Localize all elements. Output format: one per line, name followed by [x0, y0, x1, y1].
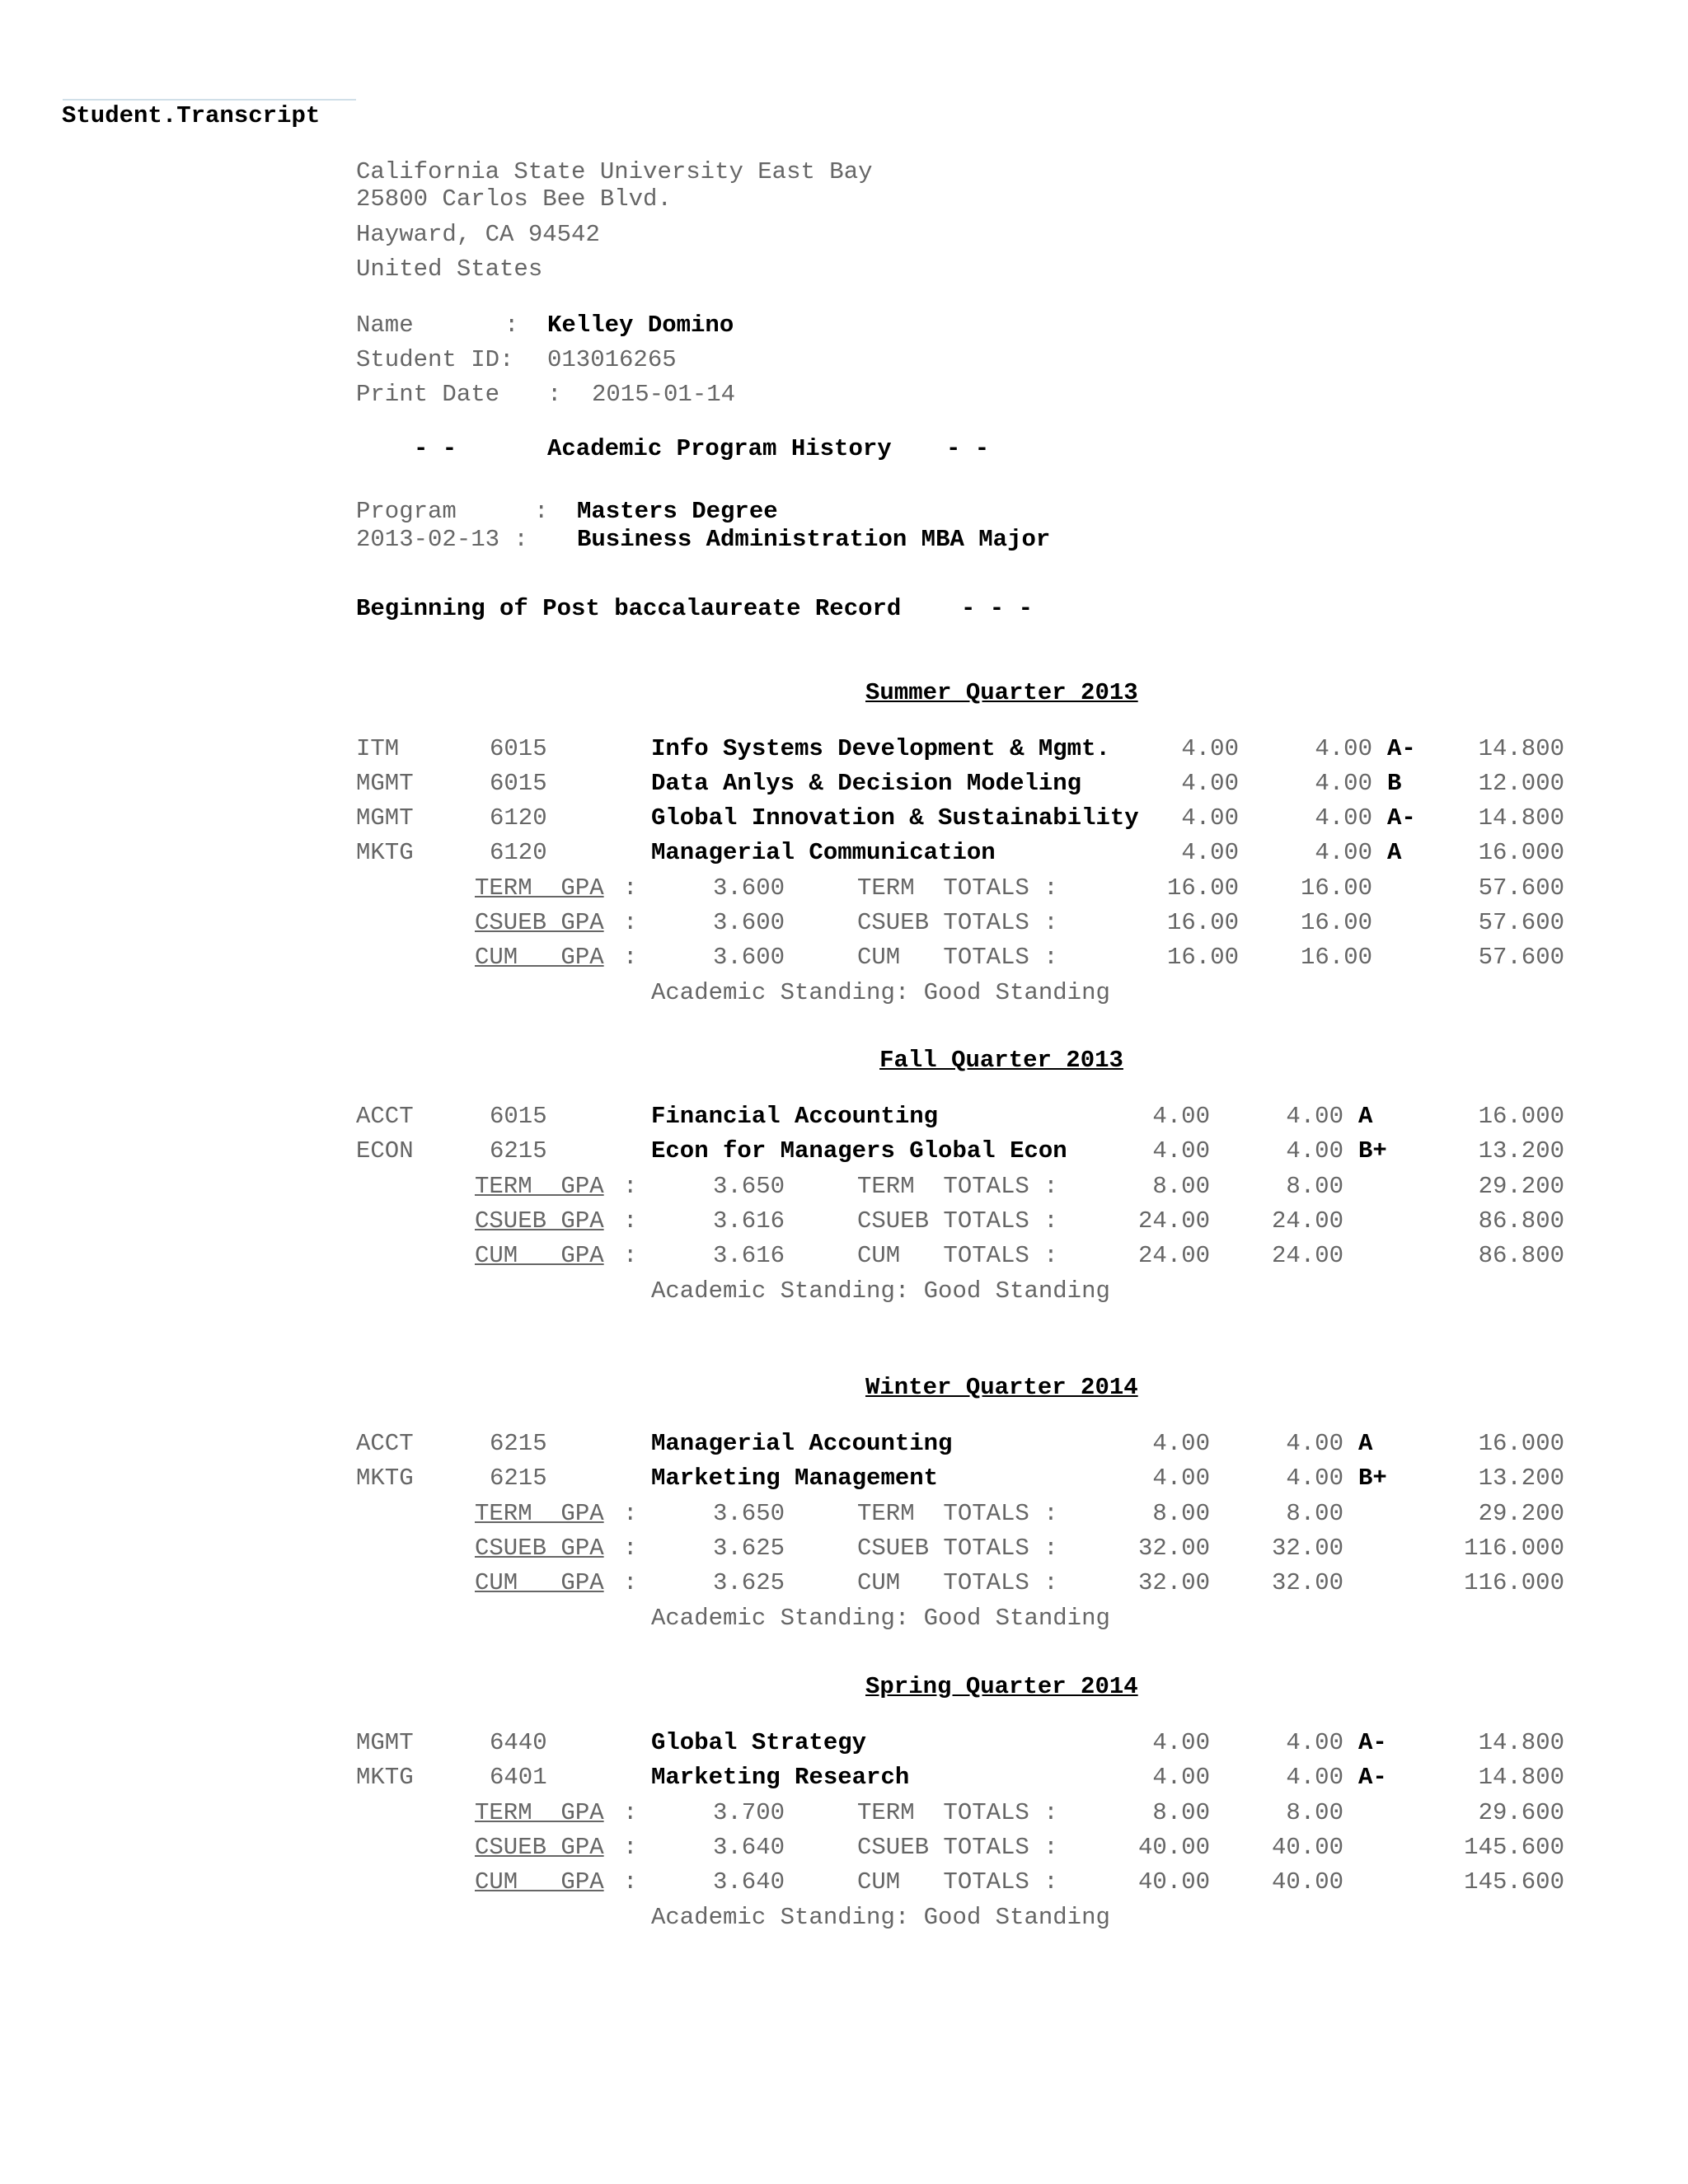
institution-address-1: 25800 Carlos Bee Blvd.	[356, 185, 672, 213]
name-label: Name	[356, 312, 414, 339]
course-number: 6401	[490, 1764, 547, 1791]
totals-attempted: 24.00	[1137, 1242, 1210, 1269]
totals-label: TERM TOTALS :	[857, 1500, 1058, 1527]
student-name: Kelley Domino	[547, 312, 734, 339]
gpa-colon: :	[623, 1535, 638, 1562]
course-title: Global Strategy	[651, 1729, 867, 1756]
course-attempted: 4.00	[1181, 770, 1239, 797]
course-grade: B	[1387, 770, 1402, 797]
totals-earned: 16.00	[1300, 944, 1372, 971]
program-label: Program	[356, 498, 457, 525]
course-grade: A	[1358, 1430, 1373, 1457]
course-subject: MGMT	[356, 770, 414, 797]
academic-standing: Academic Standing: Good Standing	[651, 979, 1110, 1006]
totals-earned: 8.00	[1286, 1799, 1343, 1826]
gpa-label: CSUEB GPA	[475, 909, 604, 936]
student-id-label: Student ID:	[356, 346, 514, 373]
totals-label: CSUEB TOTALS :	[857, 1207, 1058, 1235]
program-name: Masters Degree	[577, 498, 778, 525]
totals-points: 29.200	[1478, 1500, 1564, 1527]
gpa-label: TERM GPA	[475, 1500, 604, 1527]
course-title: Info Systems Development & Mgmt.	[651, 735, 1110, 762]
gpa-label: TERM GPA	[475, 1173, 604, 1200]
gpa-value: 3.600	[712, 909, 785, 936]
totals-label: CSUEB TOTALS :	[857, 1834, 1058, 1861]
course-grade: A-	[1387, 735, 1416, 762]
program-date: 2013-02-13 :	[356, 526, 528, 553]
totals-points: 57.600	[1478, 944, 1564, 971]
totals-earned: 16.00	[1300, 874, 1372, 902]
student-id: 013016265	[547, 346, 677, 373]
gpa-label: CUM GPA	[475, 1569, 604, 1596]
course-earned: 4.00	[1286, 1465, 1343, 1492]
totals-attempted: 32.00	[1137, 1535, 1210, 1562]
gpa-colon: :	[623, 1173, 638, 1200]
totals-label: CSUEB TOTALS :	[857, 909, 1058, 936]
academic-standing: Academic Standing: Good Standing	[651, 1605, 1110, 1632]
totals-attempted: 16.00	[1166, 944, 1239, 971]
gpa-label: TERM GPA	[475, 1799, 604, 1826]
print-date-label: Print Date	[356, 381, 500, 408]
header-divider	[63, 99, 356, 101]
course-number: 6120	[490, 804, 547, 832]
totals-earned: 32.00	[1271, 1569, 1343, 1596]
course-attempted: 4.00	[1152, 1103, 1210, 1130]
course-grade: B+	[1358, 1465, 1387, 1492]
history-title: Academic Program History	[547, 435, 892, 462]
gpa-colon: :	[623, 944, 638, 971]
totals-attempted: 40.00	[1137, 1834, 1210, 1861]
academic-standing: Academic Standing: Good Standing	[651, 1904, 1110, 1931]
course-points: 12.000	[1478, 770, 1564, 797]
course-title: Data Anlys & Decision Modeling	[651, 770, 1082, 797]
course-points: 16.000	[1478, 1103, 1564, 1130]
course-points: 16.000	[1478, 839, 1564, 866]
gpa-value: 3.600	[712, 874, 785, 902]
totals-points: 57.600	[1478, 909, 1564, 936]
totals-earned: 24.00	[1271, 1207, 1343, 1235]
course-points: 14.800	[1478, 1764, 1564, 1791]
gpa-colon: :	[623, 1834, 638, 1861]
course-earned: 4.00	[1315, 804, 1372, 832]
course-earned: 4.00	[1286, 1430, 1343, 1457]
gpa-colon: :	[623, 1569, 638, 1596]
course-subject: ACCT	[356, 1430, 414, 1457]
gpa-value: 3.625	[712, 1535, 785, 1562]
course-earned: 4.00	[1315, 770, 1372, 797]
totals-points: 57.600	[1478, 874, 1564, 902]
course-points: 16.000	[1478, 1430, 1564, 1457]
program-colon: :	[534, 498, 549, 525]
gpa-value: 3.616	[712, 1207, 785, 1235]
course-attempted: 4.00	[1181, 839, 1239, 866]
gpa-label: TERM GPA	[475, 874, 604, 902]
totals-points: 86.800	[1478, 1207, 1564, 1235]
totals-attempted: 16.00	[1166, 874, 1239, 902]
course-points: 14.800	[1478, 1729, 1564, 1756]
course-attempted: 4.00	[1181, 804, 1239, 832]
totals-earned: 32.00	[1271, 1535, 1343, 1562]
totals-label: CUM TOTALS :	[857, 1868, 1058, 1896]
document-title: Student.Transcript	[62, 102, 321, 129]
course-attempted: 4.00	[1152, 1430, 1210, 1457]
totals-points: 116.000	[1464, 1535, 1564, 1562]
course-grade: B+	[1358, 1137, 1387, 1165]
totals-earned: 40.00	[1271, 1834, 1343, 1861]
totals-earned: 16.00	[1300, 909, 1372, 936]
course-title: Marketing Management	[651, 1465, 939, 1492]
print-date: 2015-01-14	[592, 381, 736, 408]
course-attempted: 4.00	[1152, 1764, 1210, 1791]
totals-label: CUM TOTALS :	[857, 944, 1058, 971]
totals-points: 145.600	[1464, 1834, 1564, 1861]
totals-points: 116.000	[1464, 1569, 1564, 1596]
institution-address-2: Hayward, CA 94542	[356, 221, 600, 248]
course-title: Marketing Research	[651, 1764, 910, 1791]
record-dashes: - - -	[961, 595, 1034, 622]
course-grade: A-	[1387, 804, 1416, 832]
totals-points: 86.800	[1478, 1242, 1564, 1269]
totals-label: TERM TOTALS :	[857, 874, 1058, 902]
academic-standing: Academic Standing: Good Standing	[651, 1277, 1110, 1305]
course-subject: MGMT	[356, 1729, 414, 1756]
name-colon: :	[504, 312, 519, 339]
gpa-label: CSUEB GPA	[475, 1834, 604, 1861]
course-grade: A	[1358, 1103, 1373, 1130]
print-date-colon: :	[547, 381, 562, 408]
totals-points: 29.600	[1478, 1799, 1564, 1826]
gpa-value: 3.640	[712, 1868, 785, 1896]
course-number: 6015	[490, 735, 547, 762]
course-number: 6440	[490, 1729, 547, 1756]
totals-label: TERM TOTALS :	[857, 1173, 1058, 1200]
gpa-label: CUM GPA	[475, 1242, 604, 1269]
course-points: 13.200	[1478, 1137, 1564, 1165]
course-attempted: 4.00	[1181, 735, 1239, 762]
course-subject: MGMT	[356, 804, 414, 832]
gpa-value: 3.616	[712, 1242, 785, 1269]
course-subject: MKTG	[356, 839, 414, 866]
history-dash-right: - -	[946, 435, 990, 462]
totals-attempted: 8.00	[1152, 1799, 1210, 1826]
gpa-value: 3.700	[712, 1799, 785, 1826]
totals-earned: 8.00	[1286, 1500, 1343, 1527]
course-grade: A	[1387, 839, 1402, 866]
gpa-value: 3.650	[712, 1173, 785, 1200]
totals-attempted: 8.00	[1152, 1173, 1210, 1200]
institution-name: California State University East Bay	[356, 158, 873, 185]
course-number: 6015	[490, 770, 547, 797]
institution-country: United States	[356, 255, 543, 283]
term-heading: Winter Quarter 2014	[865, 1374, 1138, 1401]
gpa-value: 3.650	[712, 1500, 785, 1527]
course-number: 6215	[490, 1430, 547, 1457]
gpa-value: 3.625	[712, 1569, 785, 1596]
course-points: 14.800	[1478, 804, 1564, 832]
course-earned: 4.00	[1286, 1729, 1343, 1756]
course-points: 13.200	[1478, 1465, 1564, 1492]
course-earned: 4.00	[1315, 735, 1372, 762]
totals-attempted: 40.00	[1137, 1868, 1210, 1896]
totals-attempted: 8.00	[1152, 1500, 1210, 1527]
gpa-colon: :	[623, 1799, 638, 1826]
course-number: 6215	[490, 1465, 547, 1492]
totals-earned: 24.00	[1271, 1242, 1343, 1269]
gpa-label: CSUEB GPA	[475, 1535, 604, 1562]
record-title: Beginning of Post baccalaureate Record	[356, 595, 902, 622]
gpa-colon: :	[623, 1868, 638, 1896]
program-major: Business Administration MBA Major	[577, 526, 1051, 553]
course-subject: ITM	[356, 735, 400, 762]
course-number: 6015	[490, 1103, 547, 1130]
gpa-colon: :	[623, 1242, 638, 1269]
course-earned: 4.00	[1286, 1137, 1343, 1165]
course-subject: MKTG	[356, 1465, 414, 1492]
gpa-colon: :	[623, 1207, 638, 1235]
course-title: Managerial Communication	[651, 839, 996, 866]
course-earned: 4.00	[1286, 1103, 1343, 1130]
totals-label: CUM TOTALS :	[857, 1242, 1058, 1269]
course-title: Financial Accounting	[651, 1103, 939, 1130]
gpa-colon: :	[623, 874, 638, 902]
gpa-colon: :	[623, 909, 638, 936]
course-attempted: 4.00	[1152, 1137, 1210, 1165]
gpa-label: CUM GPA	[475, 1868, 604, 1896]
term-heading: Fall Quarter 2013	[879, 1047, 1123, 1074]
course-subject: ECON	[356, 1137, 414, 1165]
totals-label: CUM TOTALS :	[857, 1569, 1058, 1596]
totals-earned: 8.00	[1286, 1173, 1343, 1200]
course-title: Global Innovation & Sustainability	[651, 804, 1139, 832]
course-title: Econ for Managers Global Econ	[651, 1137, 1067, 1165]
course-attempted: 4.00	[1152, 1729, 1210, 1756]
gpa-label: CUM GPA	[475, 944, 604, 971]
totals-label: TERM TOTALS :	[857, 1799, 1058, 1826]
totals-attempted: 24.00	[1137, 1207, 1210, 1235]
course-grade: A-	[1358, 1729, 1387, 1756]
course-attempted: 4.00	[1152, 1465, 1210, 1492]
totals-label: CSUEB TOTALS :	[857, 1535, 1058, 1562]
totals-attempted: 32.00	[1137, 1569, 1210, 1596]
course-points: 14.800	[1478, 735, 1564, 762]
term-heading: Spring Quarter 2014	[865, 1673, 1138, 1700]
gpa-colon: :	[623, 1500, 638, 1527]
course-subject: MKTG	[356, 1764, 414, 1791]
gpa-label: CSUEB GPA	[475, 1207, 604, 1235]
course-title: Managerial Accounting	[651, 1430, 953, 1457]
course-number: 6120	[490, 839, 547, 866]
course-earned: 4.00	[1315, 839, 1372, 866]
course-subject: ACCT	[356, 1103, 414, 1130]
totals-attempted: 16.00	[1166, 909, 1239, 936]
course-earned: 4.00	[1286, 1764, 1343, 1791]
course-grade: A-	[1358, 1764, 1387, 1791]
totals-points: 29.200	[1478, 1173, 1564, 1200]
totals-points: 145.600	[1464, 1868, 1564, 1896]
history-dash-left: - -	[414, 435, 457, 462]
term-heading: Summer Quarter 2013	[865, 679, 1138, 706]
gpa-value: 3.600	[712, 944, 785, 971]
course-number: 6215	[490, 1137, 547, 1165]
totals-earned: 40.00	[1271, 1868, 1343, 1896]
gpa-value: 3.640	[712, 1834, 785, 1861]
